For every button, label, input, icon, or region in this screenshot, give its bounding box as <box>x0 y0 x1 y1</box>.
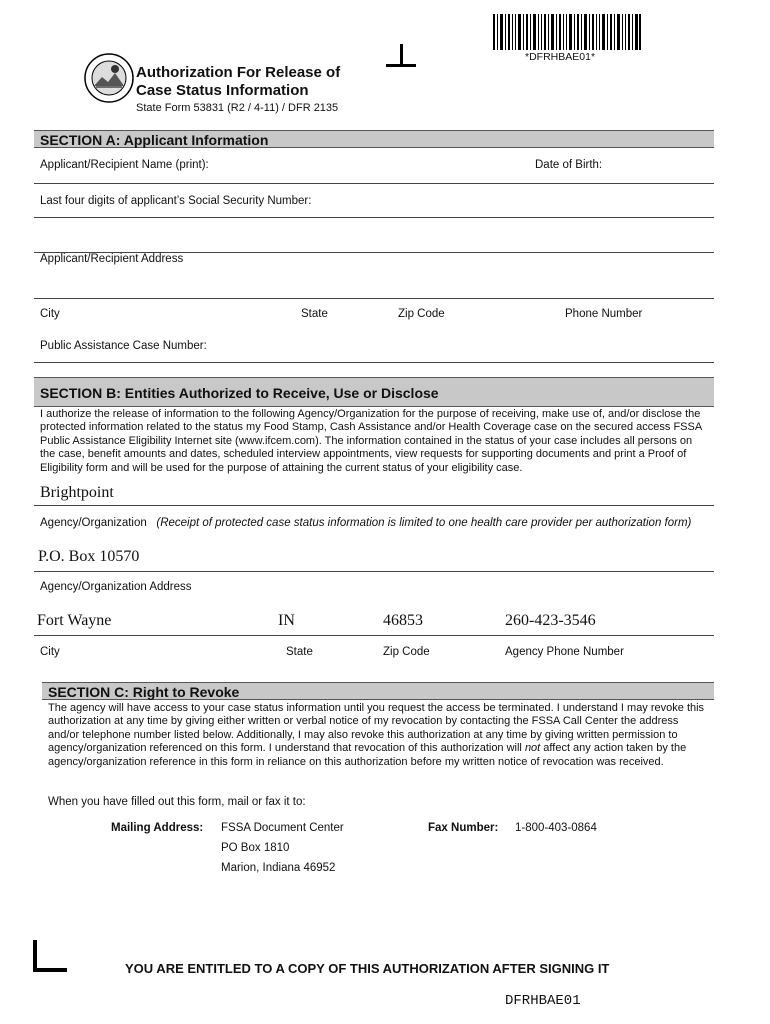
agency-city-line <box>34 635 714 636</box>
applicant-name-field[interactable] <box>34 183 714 184</box>
agency-address-value[interactable]: P.O. Box 10570 <box>38 548 140 565</box>
agency-zip-label: Zip Code <box>383 646 430 658</box>
registration-mark-bottom <box>33 940 67 974</box>
section-c-not: not <box>524 742 541 755</box>
applicant-city-state-zip-phone-field[interactable] <box>34 298 714 299</box>
barcode-text: *DFRHBAE01* <box>525 51 596 63</box>
copy-notice: YOU ARE ENTITLED TO A COPY OF THIS AUTHORIZATION AFTER SIGNING IT <box>125 961 610 976</box>
agency-city-value[interactable]: Fort Wayne <box>37 612 112 629</box>
section-c-text-2: affect any action taken by the agency/organization reference in this form in reliance on this authorization before my written notice of revocation was received. <box>48 742 687 768</box>
fax-number-label: Fax Number: <box>428 822 499 834</box>
section-b-paragraph: I authorize the release of information to the following Agency/Organization for the purpose of receiving, make use of, and/or disclose the protected information related to the status my Food Stamp, Cash Assistance and/or Health Coverage case on the secured access FSSA Public Assistance Eligibility Internet site (www.ifcem.com). The information contained in the status of your case includes all persons on the case, benefit amounts and dates, scheduled interview appointments, view requests for supporting documents and print a Proof of Eligibility form and will be used for the purpose of attaining the current status of your eligibility case. <box>40 408 702 474</box>
state-seal <box>84 53 134 103</box>
agency-phone-value[interactable]: 260-423-3546 <box>505 612 596 629</box>
agency-address-line <box>34 571 714 572</box>
agency-name-value[interactable]: Brightpoint <box>40 484 114 501</box>
mail-line-3: Marion, Indiana 46952 <box>221 862 336 874</box>
registration-mark-top <box>386 44 416 68</box>
fax-number-value: 1-800-403-0864 <box>515 822 597 834</box>
agency-zip-value[interactable]: 46853 <box>383 612 423 629</box>
section-c-paragraph <box>48 702 712 769</box>
section-a-heading: SECTION A: Applicant Information <box>34 130 714 148</box>
case-number-field[interactable] <box>34 362 714 363</box>
dob-label: Date of Birth: <box>535 159 603 171</box>
mailing-address-label: Mailing Address: <box>111 822 204 834</box>
applicant-address-label: Applicant/Recipient Address <box>40 253 184 265</box>
ssn-field[interactable] <box>34 217 714 218</box>
agency-label-text: Agency/Organization <box>40 517 147 529</box>
form-title-line1: Authorization For Release of <box>136 64 341 81</box>
agency-name-line <box>34 505 714 506</box>
section-c-text-1: The agency will have access to your case status information until you request the access be terminated. I understand I may revoke this authorization at any time by giving either written or verbal notice of my revocation by contacting the FSSA Call Center the address and/or telephone number listed below. Additionally, I may also revoke this authorization at any time by giving written permission to agency/organization referenced on this form. I understand that revocation of this authorization will <box>48 702 705 755</box>
applicant-name-label: Applicant/Recipient Name (print): <box>40 159 209 171</box>
applicant-city-label: City <box>40 308 60 320</box>
section-b-heading: SECTION B: Entities Authorized to Receive, Use or Disclose <box>34 377 714 407</box>
form-title-line2: Case Status Information <box>136 82 309 99</box>
case-number-label: Public Assistance Case Number: <box>40 340 207 352</box>
form-code: DFRHBAE01 <box>505 993 581 1009</box>
agency-address-label: Agency/Organization Address <box>40 581 192 593</box>
ssn-label: Last four digits of applicant’s Social Security Number: <box>40 195 312 207</box>
mail-line-2: PO Box 1810 <box>221 842 290 854</box>
agency-phone-label: Agency Phone Number <box>505 646 624 658</box>
form-number: State Form 53831 (R2 / 4-11) / DFR 2135 <box>136 102 339 114</box>
agency-state-label: State <box>286 646 313 658</box>
barcode-bars <box>493 14 641 50</box>
state-seal-icon <box>84 53 134 103</box>
barcode <box>493 14 641 50</box>
agency-state-value[interactable]: IN <box>278 612 295 629</box>
mail-line-1: FSSA Document Center <box>221 822 344 834</box>
applicant-zip-label: Zip Code <box>398 308 445 320</box>
agency-note: (Receipt of protected case status information is limited to one health care provider per authorization form) <box>156 517 692 529</box>
section-c-heading: SECTION C: Right to Revoke <box>42 682 714 700</box>
agency-label <box>40 517 691 529</box>
applicant-phone-label: Phone Number <box>565 308 643 320</box>
agency-city-label: City <box>40 646 60 658</box>
applicant-state-label: State <box>301 308 328 320</box>
mail-instruction: When you have filled out this form, mail or fax it to: <box>48 796 306 808</box>
